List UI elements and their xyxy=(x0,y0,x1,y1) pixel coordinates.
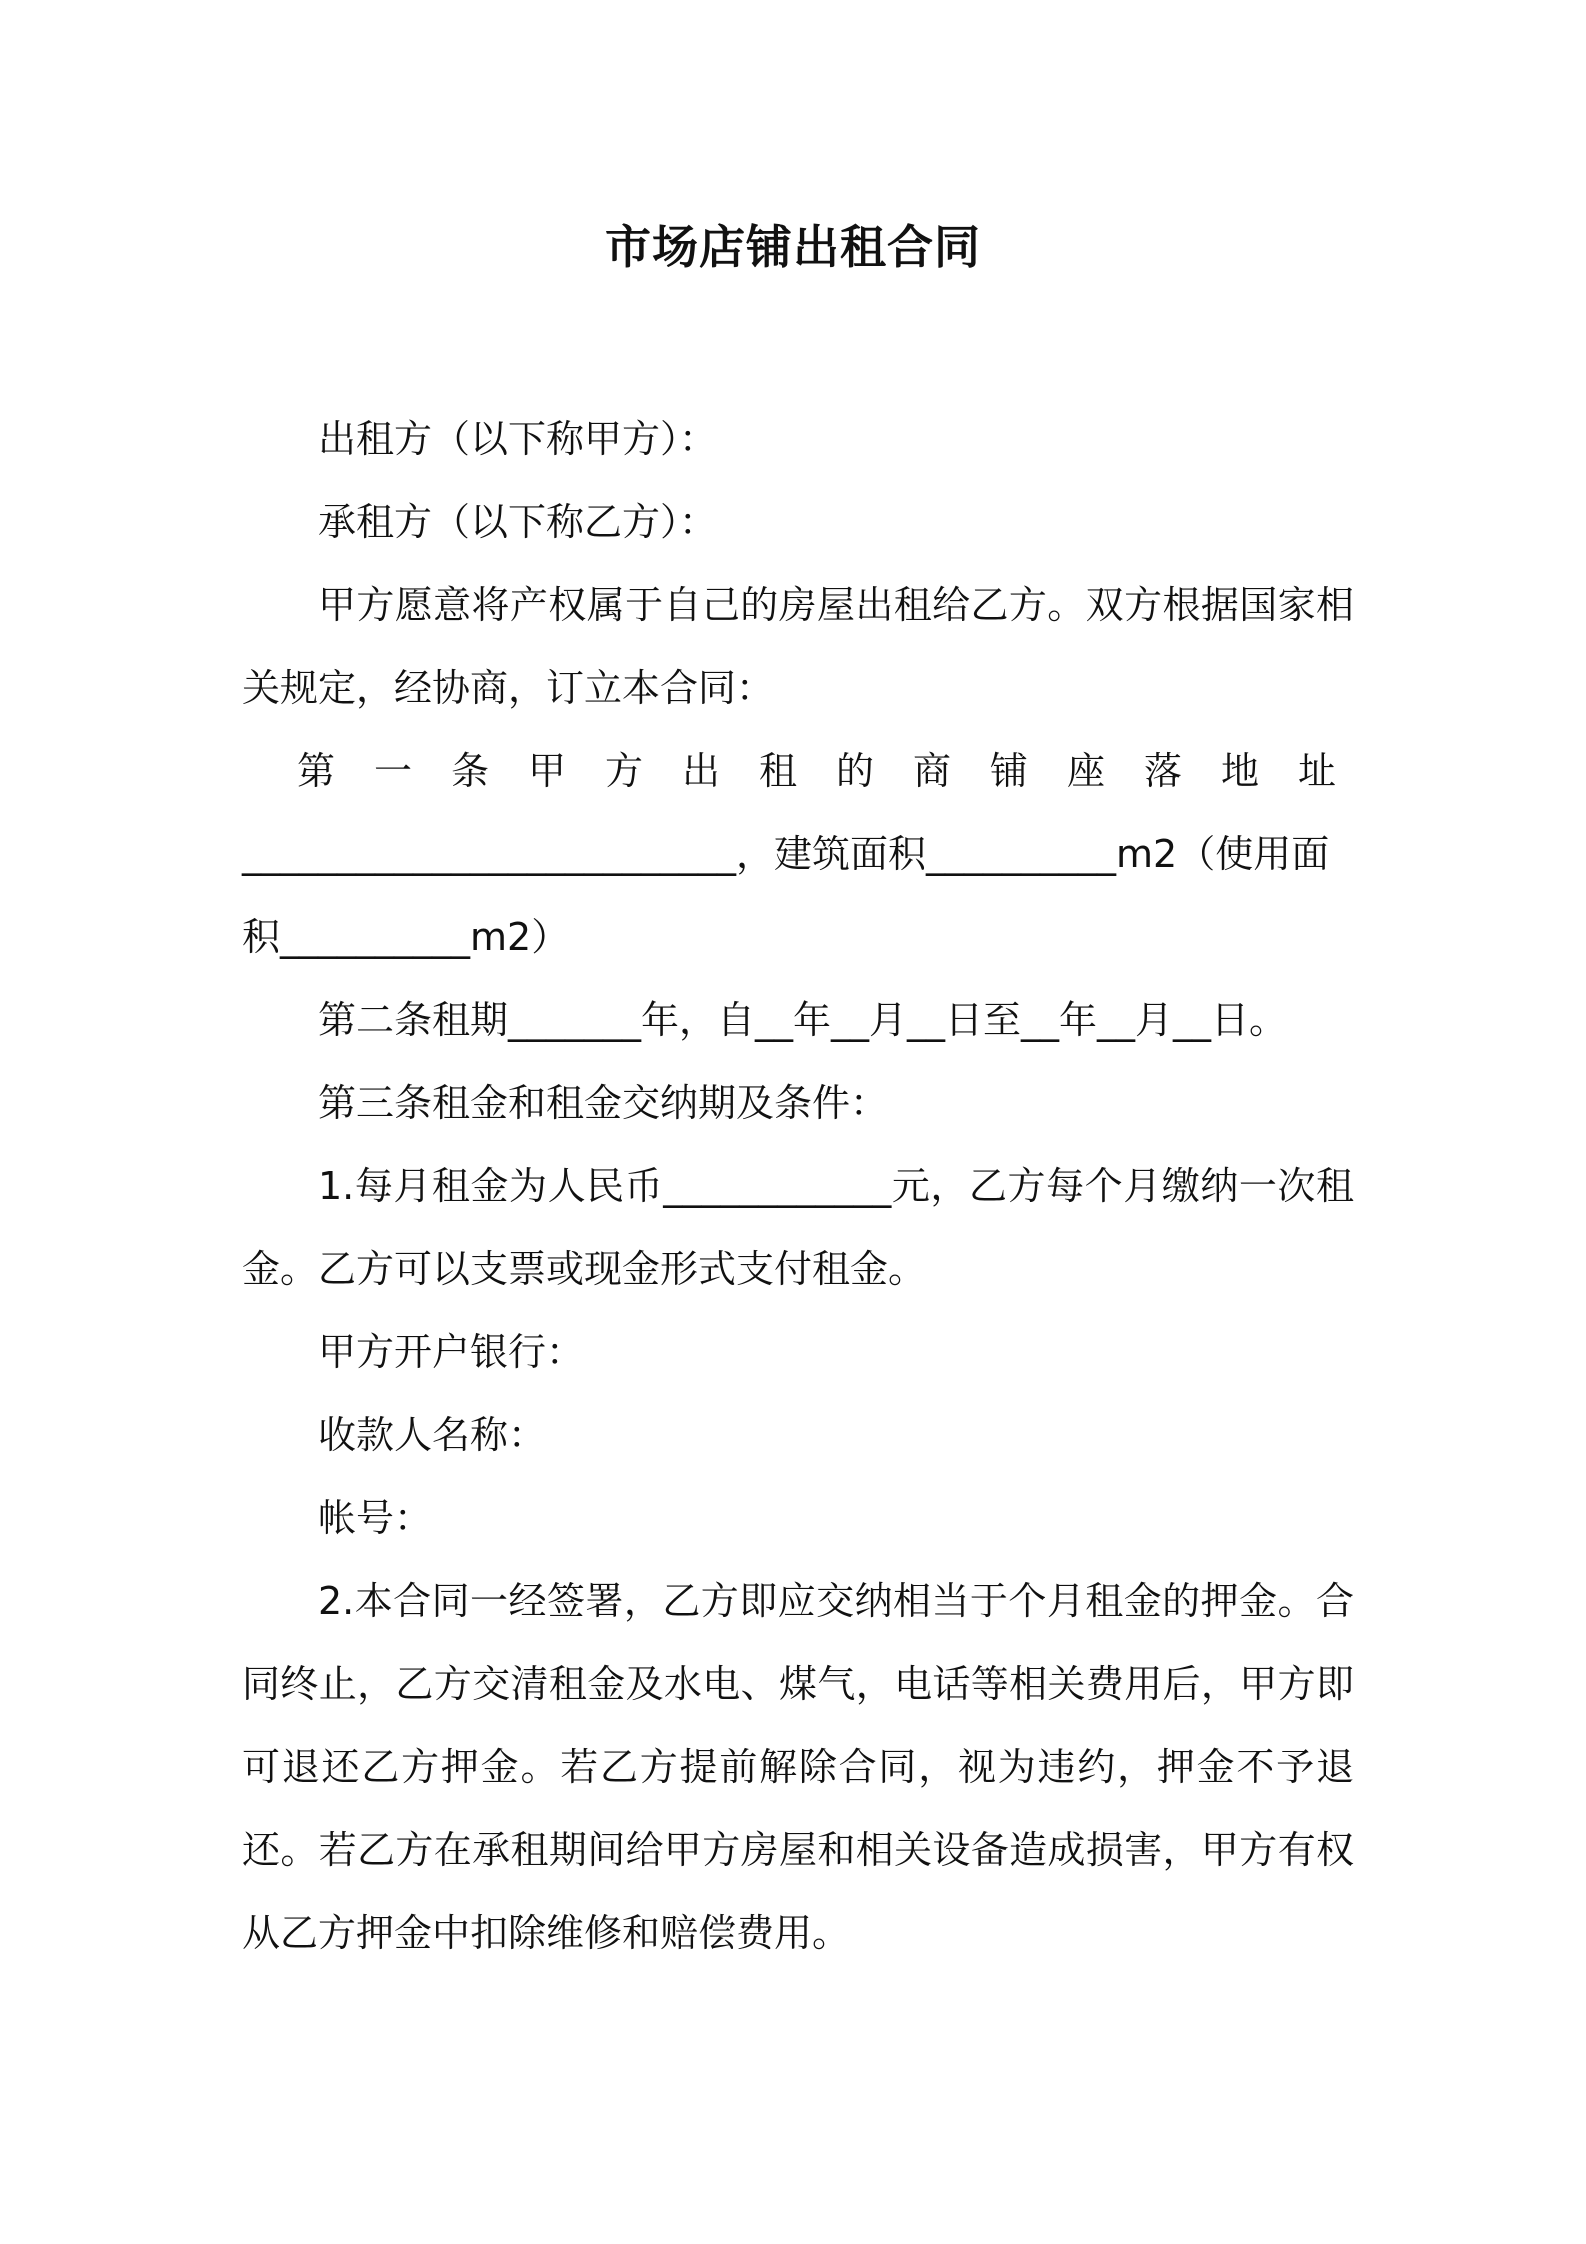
article-2-term: 第二条租期_______年，自__年__月__日至__年__月__日。 xyxy=(318,998,1288,1042)
article-1-heading xyxy=(242,730,1354,813)
payee-line: 收款人名称： xyxy=(318,1413,547,1457)
lessee-line: 承租方（以下称乙方）： xyxy=(318,500,718,544)
article-3-clause-2: 2.本合同一经签署，乙方即应交纳相当于个月租金的押金。合同终止，乙方交清租金及水电、煤气，电话等相关费用后，甲方即可退还乙方押金。若乙方提前解除合同，视为违约，押金不予退还。若乙方在承租期间给甲方房屋和相关设备造成损害，甲方有权从乙方押金中扣除维修和赔偿费用。 xyxy=(242,1579,1354,1955)
preamble-paragraph: 甲方愿意将产权属于自己的房屋出租给乙方。双方根据国家相关规定，经协商，订立本合同： xyxy=(242,583,1354,710)
account-line: 帐号： xyxy=(318,1496,433,1540)
document-title: 市场店铺出租合同 xyxy=(605,220,981,274)
article-3-heading: 第三条租金和租金交纳期及条件： xyxy=(318,1081,889,1125)
lessor-line: 出租方（以下称甲方）： xyxy=(318,417,718,461)
article-1-area: __________________________，建筑面积__________m2（使用面积__________m2） xyxy=(242,832,1330,959)
article-3-clause-1: 1.每月租金为人民币____________元，乙方每个月缴纳一次租金。乙方可以支票或现金形式支付租金。 xyxy=(242,1164,1354,1291)
bank-line: 甲方开户银行： xyxy=(318,1330,585,1374)
contract-body xyxy=(242,398,1354,1975)
article-1-address-label: 第一条甲方出租的商铺座落地址 xyxy=(297,749,1354,793)
